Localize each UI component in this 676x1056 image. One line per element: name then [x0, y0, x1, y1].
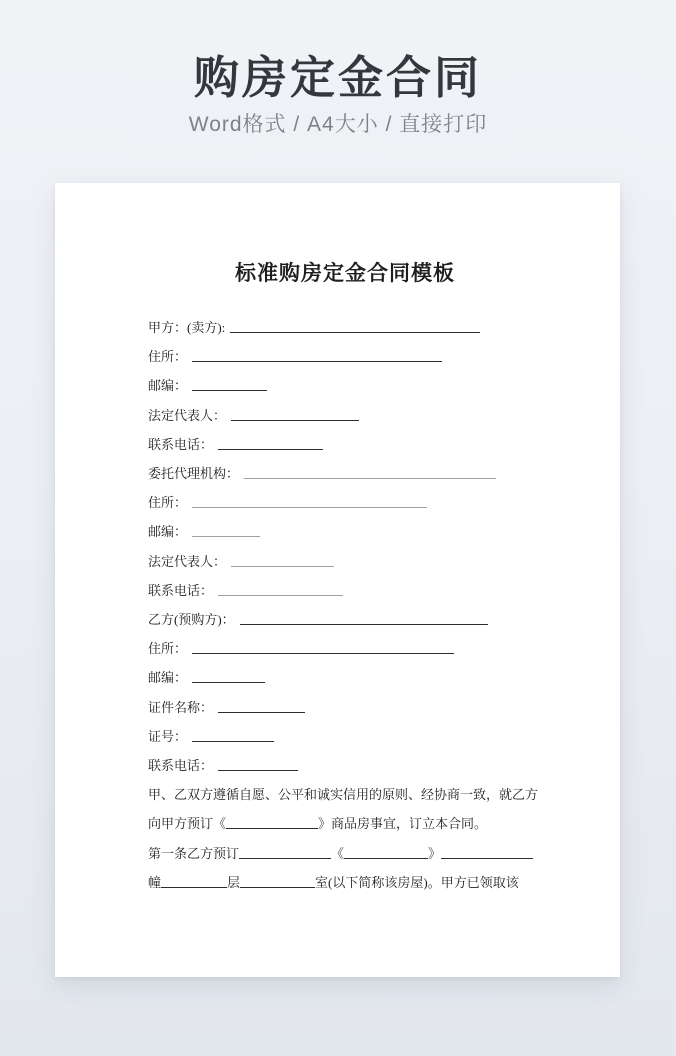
blank-underline [244, 465, 496, 479]
blank-underline [239, 845, 331, 859]
form-row [148, 751, 542, 780]
header-subtitle: Word格式 / A4大小 / 直接打印 [188, 113, 488, 136]
blank-underline [192, 728, 274, 742]
form-row-label: 证件名称： [148, 699, 214, 715]
form-row-label: 住所： [148, 349, 188, 365]
blank-underline [192, 348, 442, 362]
form-row [148, 722, 542, 751]
form-row-label: 联系电话： [148, 758, 214, 774]
paragraph-text: 》商品房事宜，订立本合同。 [318, 816, 488, 832]
paragraph-text: 》 [428, 845, 442, 861]
form-row [148, 342, 542, 371]
form-row [148, 488, 542, 517]
form-row [148, 401, 542, 430]
form-row-label: 住所： [148, 495, 188, 511]
form-row-label: 邮编： [148, 670, 188, 686]
paragraph-text: 第一条乙方预订 [148, 845, 240, 861]
paragraph-text: 室(以下简称该房屋)。甲方已领取该 [315, 874, 519, 890]
blank-underline [231, 407, 359, 421]
form-row-label: 邮编： [148, 378, 188, 394]
form-row-label: 法定代表人： [148, 553, 227, 569]
blank-underline [231, 553, 334, 567]
form-row-label: 住所： [148, 641, 188, 657]
form-rows [148, 313, 542, 780]
form-row [148, 430, 542, 459]
blank-underline [226, 815, 318, 829]
form-row-label: 邮编： [148, 524, 188, 540]
header-title: 购房定金合同 [193, 52, 482, 103]
blank-underline [218, 757, 298, 771]
form-row [148, 517, 542, 546]
blank-underline [192, 669, 265, 683]
form-row [148, 693, 542, 722]
document-body [148, 259, 542, 897]
blank-underline [192, 377, 267, 391]
form-row-label: 联系电话： [148, 436, 214, 452]
form-row-label: 甲方：(卖方): [148, 320, 226, 335]
form-row [148, 663, 542, 692]
paragraph [148, 780, 542, 897]
blank-underline [218, 582, 343, 596]
paragraph-line [148, 780, 542, 809]
blank-underline [344, 845, 428, 859]
blank-underline [240, 874, 315, 888]
blank-underline [192, 640, 454, 654]
paragraph-text: 《 [331, 845, 345, 861]
header [0, 0, 676, 138]
form-row-label: 证号： [148, 728, 188, 744]
paragraph-text: 幢 [148, 874, 162, 890]
a4-document-page [55, 183, 620, 977]
form-row [148, 371, 542, 400]
blank-underline [240, 611, 488, 625]
form-row-label: 委托代理机构： [148, 466, 240, 482]
form-row [148, 576, 542, 605]
paragraph-text: 层 [227, 874, 241, 890]
paragraph-line [148, 839, 542, 868]
blank-underline [218, 699, 305, 713]
form-row [148, 313, 542, 342]
form-row [148, 547, 542, 576]
blank-underline [441, 845, 533, 859]
form-row-label: 乙方(预购方)： [148, 612, 235, 628]
blank-underline [218, 436, 323, 450]
blank-underline [192, 523, 260, 537]
blank-underline [192, 494, 427, 508]
paragraph-line [148, 809, 542, 838]
paragraph-line [148, 868, 542, 897]
blank-underline [161, 874, 227, 888]
form-row [148, 605, 542, 634]
paragraph-text: 甲、乙双方遵循自愿、公平和诚实信用的原则、经协商一致，就乙方 [148, 787, 539, 803]
form-row-label: 法定代表人： [148, 407, 227, 423]
form-row-label: 联系电话： [148, 582, 214, 598]
form-row [148, 459, 542, 488]
document-title: 标准购房定金合同模板 [235, 261, 455, 285]
blank-underline [230, 319, 480, 333]
paragraph-text: 向甲方预订《 [148, 816, 227, 832]
form-row [148, 634, 542, 663]
